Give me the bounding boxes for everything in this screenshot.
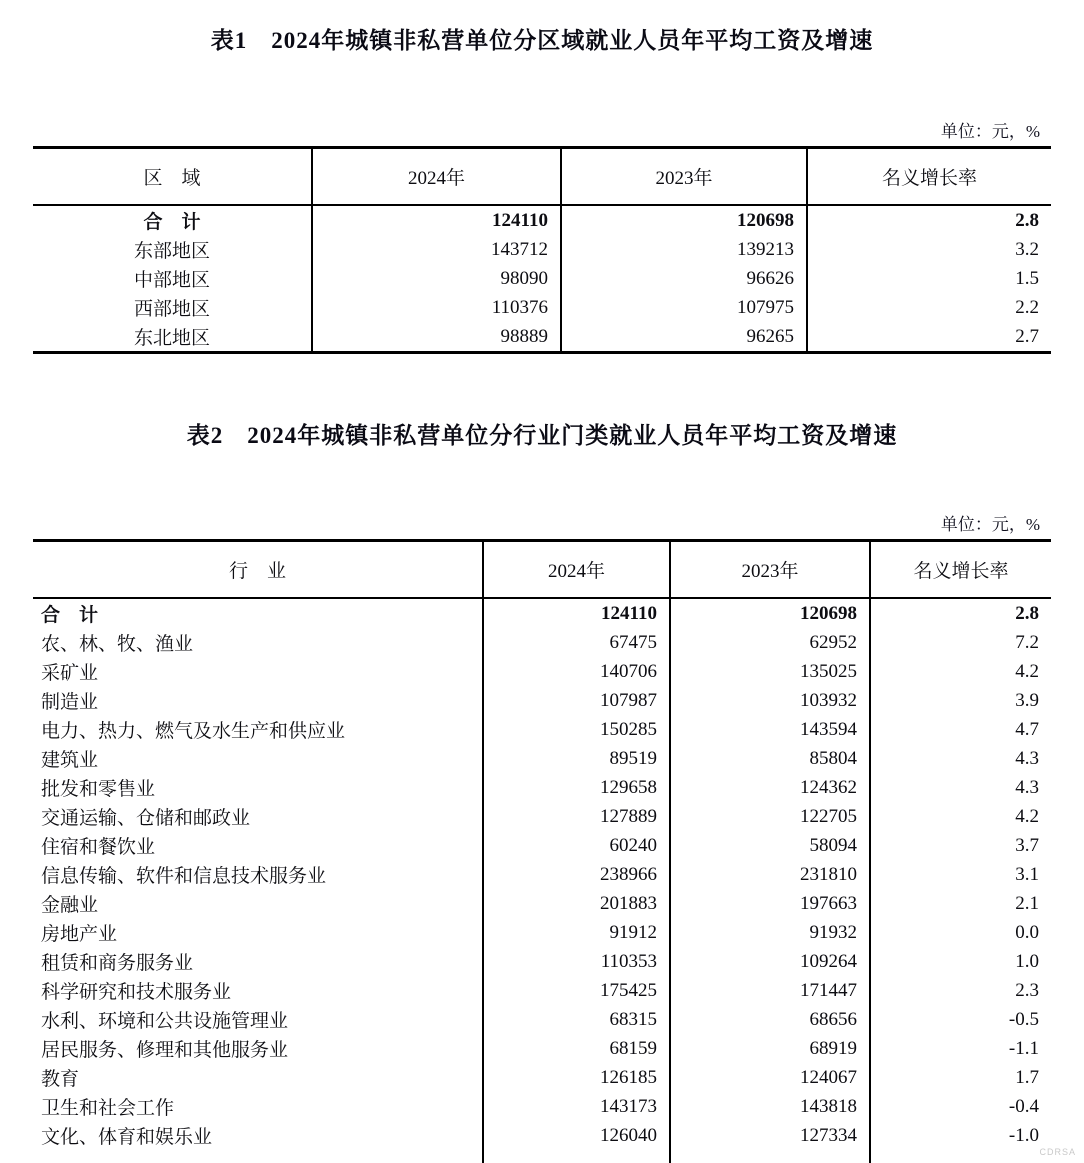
value-2023-cell: 62952 bbox=[670, 628, 870, 657]
value-growth-cell: 4.2 bbox=[870, 802, 1051, 831]
value-2023-cell: 124362 bbox=[670, 773, 870, 802]
row-label-cell: 水利、环境和公共设施管理业 bbox=[41, 1011, 289, 1032]
table1-col-region: 区 域 bbox=[33, 148, 312, 206]
row-label-cell: 制造业 bbox=[41, 692, 99, 713]
value-2024-cell: 110353 bbox=[483, 947, 670, 976]
value-2024-cell: 67475 bbox=[483, 628, 670, 657]
row-label-cell: 合 计 bbox=[41, 605, 99, 626]
table-row bbox=[33, 293, 1051, 322]
row-label-cell: 文化、体育和娱乐业 bbox=[41, 1127, 213, 1148]
value-2023-cell: 143818 bbox=[670, 1092, 870, 1121]
value-2024-cell: 129658 bbox=[483, 773, 670, 802]
value-growth-cell: 2.2 bbox=[807, 293, 1051, 322]
value-growth-cell: 2.1 bbox=[870, 889, 1051, 918]
table-row bbox=[33, 1063, 1051, 1092]
row-label-cell: 批发和零售业 bbox=[41, 779, 156, 800]
value-growth-cell: -1.1 bbox=[870, 1034, 1051, 1063]
table2-header-row bbox=[33, 541, 1051, 599]
value-2023-cell: 197663 bbox=[670, 889, 870, 918]
table1-title: 表1 2024年城镇非私营单位分区域就业人员年平均工资及增速 bbox=[210, 28, 874, 53]
table-row bbox=[33, 976, 1051, 1005]
row-label-cell: 农、林、牧、渔业 bbox=[41, 634, 194, 655]
table1-col-2024: 2024年 bbox=[312, 148, 561, 206]
value-growth-cell: 2.8 bbox=[870, 598, 1051, 628]
row-label-cell: 中部地区 bbox=[133, 270, 210, 291]
value-growth-cell: 4.3 bbox=[870, 744, 1051, 773]
value-2024-cell: 68159 bbox=[483, 1034, 670, 1063]
table-row bbox=[33, 947, 1051, 976]
value-growth-cell: 3.2 bbox=[807, 235, 1051, 264]
table2-col-2024: 2024年 bbox=[483, 541, 670, 599]
value-2024-cell: 60240 bbox=[483, 831, 670, 860]
value-2023-cell: 109264 bbox=[670, 947, 870, 976]
table-row bbox=[33, 235, 1051, 264]
table1-body bbox=[33, 205, 1051, 353]
value-growth-cell: 3.7 bbox=[870, 831, 1051, 860]
table-row bbox=[33, 322, 1051, 353]
table-row bbox=[33, 657, 1051, 686]
value-2023-cell: 139213 bbox=[561, 235, 807, 264]
value-2023-cell: 120698 bbox=[561, 205, 807, 235]
table1-header-row bbox=[33, 148, 1051, 206]
row-label-cell: 金融业 bbox=[41, 895, 99, 916]
row-label-cell: 科学研究和技术服务业 bbox=[41, 982, 232, 1003]
row-label-cell: 住宿和餐饮业 bbox=[41, 837, 156, 858]
row-label-cell: 合 计 bbox=[143, 212, 201, 233]
value-2024-cell: 107987 bbox=[483, 686, 670, 715]
table-row bbox=[33, 773, 1051, 802]
table2-body bbox=[33, 598, 1051, 1150]
row-label-cell: 东部地区 bbox=[133, 241, 210, 262]
row-label-cell: 居民服务、修理和其他服务业 bbox=[41, 1040, 289, 1061]
value-2024-cell: 126185 bbox=[483, 1063, 670, 1092]
table2-col-growth: 名义增长率 bbox=[870, 541, 1051, 599]
value-2023-cell: 96265 bbox=[561, 322, 807, 353]
row-label-cell: 建筑业 bbox=[41, 750, 99, 771]
row-label-cell: 采矿业 bbox=[41, 663, 99, 684]
table-row bbox=[33, 889, 1051, 918]
value-growth-cell: 2.7 bbox=[807, 322, 1051, 353]
value-2024-cell: 98889 bbox=[312, 322, 561, 353]
value-growth-cell: 0.0 bbox=[870, 918, 1051, 947]
table1-unit-label: 单位：元，% bbox=[940, 122, 1040, 141]
value-2023-cell: 68656 bbox=[670, 1005, 870, 1034]
table-row bbox=[33, 205, 1051, 235]
table-row bbox=[33, 1005, 1051, 1034]
row-label-cell: 东北地区 bbox=[133, 328, 210, 349]
value-2024-cell: 143173 bbox=[483, 1092, 670, 1121]
row-label-cell: 房地产业 bbox=[41, 924, 118, 945]
table-row bbox=[33, 831, 1051, 860]
value-2023-cell: 122705 bbox=[670, 802, 870, 831]
value-2024-cell: 98090 bbox=[312, 264, 561, 293]
row-label-cell: 卫生和社会工作 bbox=[41, 1098, 175, 1119]
row-label-cell: 电力、热力、燃气及水生产和供应业 bbox=[41, 721, 346, 742]
value-growth-cell: 2.3 bbox=[870, 976, 1051, 1005]
value-2023-cell: 124067 bbox=[670, 1063, 870, 1092]
table-row bbox=[33, 715, 1051, 744]
value-2024-cell: 150285 bbox=[483, 715, 670, 744]
row-label-cell: 西部地区 bbox=[133, 299, 210, 320]
value-2023-cell: 85804 bbox=[670, 744, 870, 773]
table1-col-2023: 2023年 bbox=[561, 148, 807, 206]
value-2023-cell: 143594 bbox=[670, 715, 870, 744]
watermark-text: CDRSA bbox=[1039, 1147, 1076, 1157]
table2-title: 表2 2024年城镇非私营单位分行业门类就业人员年平均工资及增速 bbox=[186, 423, 898, 448]
value-growth-cell: 7.2 bbox=[870, 628, 1051, 657]
value-growth-cell: 1.7 bbox=[870, 1063, 1051, 1092]
table-row bbox=[33, 860, 1051, 889]
table-row bbox=[33, 686, 1051, 715]
table-row bbox=[33, 802, 1051, 831]
value-growth-cell: 1.5 bbox=[807, 264, 1051, 293]
value-growth-cell: 4.2 bbox=[870, 657, 1051, 686]
value-2023-cell: 135025 bbox=[670, 657, 870, 686]
value-2024-cell: 91912 bbox=[483, 918, 670, 947]
value-2024-cell: 110376 bbox=[312, 293, 561, 322]
value-2023-cell: 96626 bbox=[561, 264, 807, 293]
value-2023-cell: 103932 bbox=[670, 686, 870, 715]
value-2024-cell: 140706 bbox=[483, 657, 670, 686]
value-2024-cell: 127889 bbox=[483, 802, 670, 831]
value-2023-cell: 120698 bbox=[670, 598, 870, 628]
clipped-row bbox=[33, 1150, 1051, 1163]
value-growth-cell: -0.5 bbox=[870, 1005, 1051, 1034]
table-row bbox=[33, 918, 1051, 947]
row-label-cell: 交通运输、仓储和邮政业 bbox=[41, 808, 251, 829]
value-2023-cell: 231810 bbox=[670, 860, 870, 889]
table-row bbox=[33, 744, 1051, 773]
table2-col-industry: 行 业 bbox=[33, 541, 483, 599]
table2-unit-label: 单位：元，% bbox=[940, 515, 1040, 534]
table2-col-2023: 2023年 bbox=[670, 541, 870, 599]
table-row bbox=[33, 598, 1051, 628]
table-row bbox=[33, 628, 1051, 657]
value-growth-cell: 1.0 bbox=[870, 947, 1051, 976]
table-row bbox=[33, 1121, 1051, 1150]
value-2023-cell: 91932 bbox=[670, 918, 870, 947]
value-growth-cell: -0.4 bbox=[870, 1092, 1051, 1121]
table2-industry-wages bbox=[33, 539, 1051, 1163]
row-label-cell: 教育 bbox=[41, 1069, 80, 1090]
value-2024-cell: 124110 bbox=[483, 598, 670, 628]
value-2024-cell: 143712 bbox=[312, 235, 561, 264]
value-2024-cell: 201883 bbox=[483, 889, 670, 918]
value-2023-cell: 107975 bbox=[561, 293, 807, 322]
value-2023-cell: 68919 bbox=[670, 1034, 870, 1063]
table-row bbox=[33, 1034, 1051, 1063]
value-2024-cell: 89519 bbox=[483, 744, 670, 773]
value-2024-cell: 238966 bbox=[483, 860, 670, 889]
value-2024-cell: 68315 bbox=[483, 1005, 670, 1034]
table-row bbox=[33, 264, 1051, 293]
value-2023-cell: 127334 bbox=[670, 1121, 870, 1150]
value-growth-cell: 2.8 bbox=[807, 205, 1051, 235]
value-2023-cell: 171447 bbox=[670, 976, 870, 1005]
value-growth-cell: 3.9 bbox=[870, 686, 1051, 715]
value-2023-cell: 58094 bbox=[670, 831, 870, 860]
table1-region-wages bbox=[33, 146, 1051, 354]
value-2024-cell: 175425 bbox=[483, 976, 670, 1005]
value-2024-cell: 126040 bbox=[483, 1121, 670, 1150]
row-label-cell: 信息传输、软件和信息技术服务业 bbox=[41, 866, 327, 887]
table1-col-growth: 名义增长率 bbox=[807, 148, 1051, 206]
table-row bbox=[33, 1092, 1051, 1121]
value-growth-cell: 4.3 bbox=[870, 773, 1051, 802]
value-2024-cell: 124110 bbox=[312, 205, 561, 235]
row-label-cell: 租赁和商务服务业 bbox=[41, 953, 194, 974]
value-growth-cell: -1.0 bbox=[870, 1121, 1051, 1150]
value-growth-cell: 4.7 bbox=[870, 715, 1051, 744]
value-growth-cell: 3.1 bbox=[870, 860, 1051, 889]
